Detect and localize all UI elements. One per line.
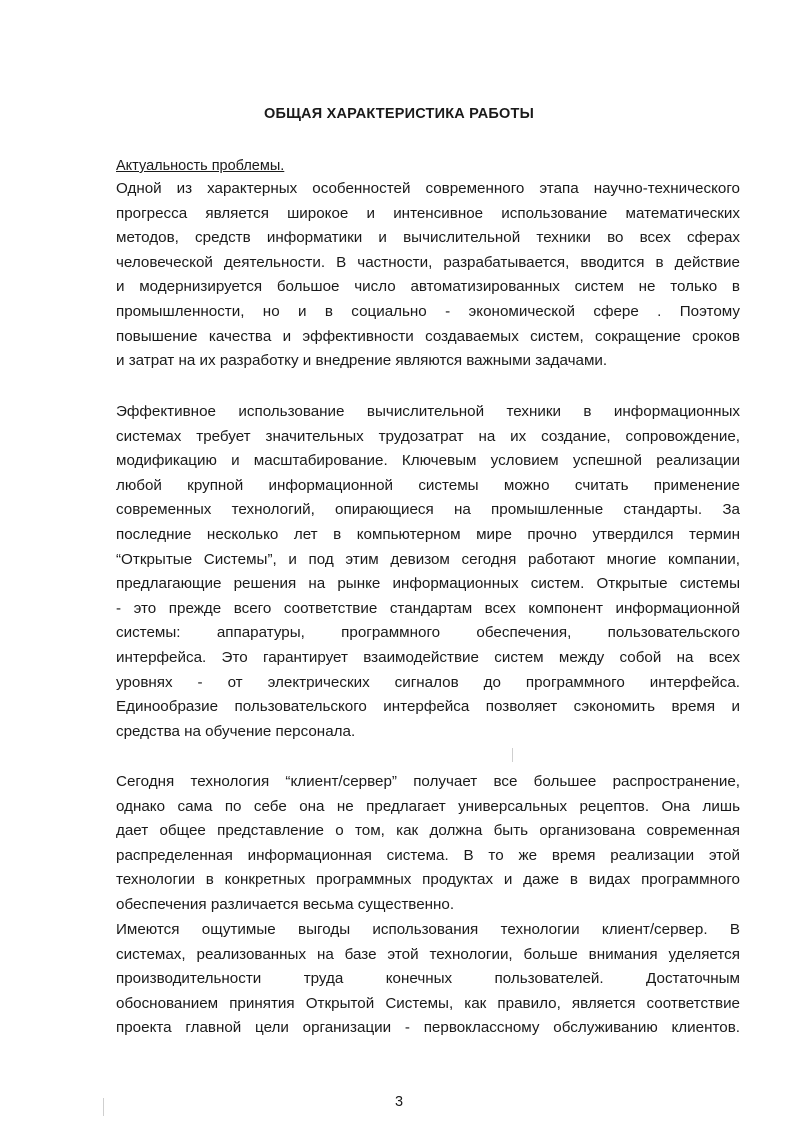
text-line: однако сама по себе она не предлагает универсальных рецептов. Она лишь <box>116 797 740 815</box>
text-line: интерфейса. Это гарантирует взаимодействие систем между собой на всех <box>116 648 740 666</box>
paragraph-3 <box>116 770 740 918</box>
text-line: уровнях - от электрических сигналов до программного интерфейса. <box>116 673 740 691</box>
text-line: методов, средств информатики и вычислительной техники во всех сферах <box>116 229 740 247</box>
text-line: производительности труда конечных пользователей. Достаточным <box>116 970 740 988</box>
section-heading: Актуальность проблемы. <box>116 158 285 174</box>
page-number: 3 <box>394 1094 404 1110</box>
text-line: системах, реализованных на базе этой технологии, больше внимания уделяется <box>116 945 740 963</box>
text-line: обоснованием принятия Открытой Системы, как правило, является соответствие <box>116 994 740 1012</box>
text-line: предлагающие решения на рынке информационных систем. Открытые системы <box>116 575 740 593</box>
text-line: человеческой деятельности. В частности, разрабатывается, вводится в действие <box>116 253 740 271</box>
text-line: современных технологий, опирающиеся на промышленные стандарты. За <box>116 501 740 519</box>
scan-artifact <box>103 1098 104 1116</box>
text-line: и затрат на их разработку и внедрение являются важными задачами. <box>116 352 608 370</box>
text-line: прогресса является широкое и интенсивное использование математических <box>116 204 740 222</box>
text-line: средства на обучение персонала. <box>116 722 356 740</box>
text-line: и модернизируется большое число автоматизированных систем не только в <box>116 278 740 296</box>
text-line: проекта главной цели организации - первоклассному обслуживанию клиентов. <box>116 1019 740 1037</box>
document-title: ОБЩАЯ ХАРАКТЕРИСТИКА РАБОТЫ <box>263 106 534 122</box>
text-line: Сегодня технология “клиент/сервер” получает все большее распространение, <box>116 773 740 790</box>
text-line: промышленности, но и в социально - экономической сфере . Поэтому <box>116 302 740 320</box>
text-line: модификацию и масштабирование. Ключевым условием успешной реализации <box>116 452 740 470</box>
text-line: системах требует значительных трудозатрат на их создание, сопровождение, <box>116 427 740 445</box>
paragraph-4 <box>116 918 740 1041</box>
text-line: системы: аппаратуры, программного обеспечения, пользовательского <box>116 624 740 642</box>
text-line: “Открытые Системы”, и под этим девизом сегодня работают многие компании, <box>116 550 740 568</box>
scan-artifact <box>512 748 513 762</box>
text-line: Одной из характерных особенностей современного этапа научно-технического <box>116 180 740 197</box>
text-line: распределенная информационная система. В то же время реализации этой <box>116 846 740 864</box>
text-line: обеспечения различается весьма существенно. <box>116 895 455 913</box>
paragraph-2 <box>116 400 740 744</box>
text-line: Единообразие пользовательского интерфейса позволяет сэкономить время и <box>116 698 740 716</box>
text-line: дает общее представление о том, как должна быть организована современная <box>116 822 740 840</box>
text-line: последние несколько лет в компьютерном мире прочно утвердился термин <box>116 525 740 543</box>
text-line: Имеются ощутимые выгоды использования технологии клиент/сервер. В <box>116 921 740 938</box>
text-line: Эффективное использование вычислительной техники в информационных <box>116 403 740 420</box>
paragraph-1 <box>116 177 740 374</box>
text-line: повышение качества и эффективности создаваемых систем, сокращение сроков <box>116 327 740 345</box>
text-line: технологии в конкретных программных продуктах и даже в видах программного <box>116 871 740 889</box>
text-line: любой крупной информационной системы можно считать применение <box>116 476 740 494</box>
text-line: - это прежде всего соответствие стандартам всех компонент информационной <box>116 599 740 617</box>
